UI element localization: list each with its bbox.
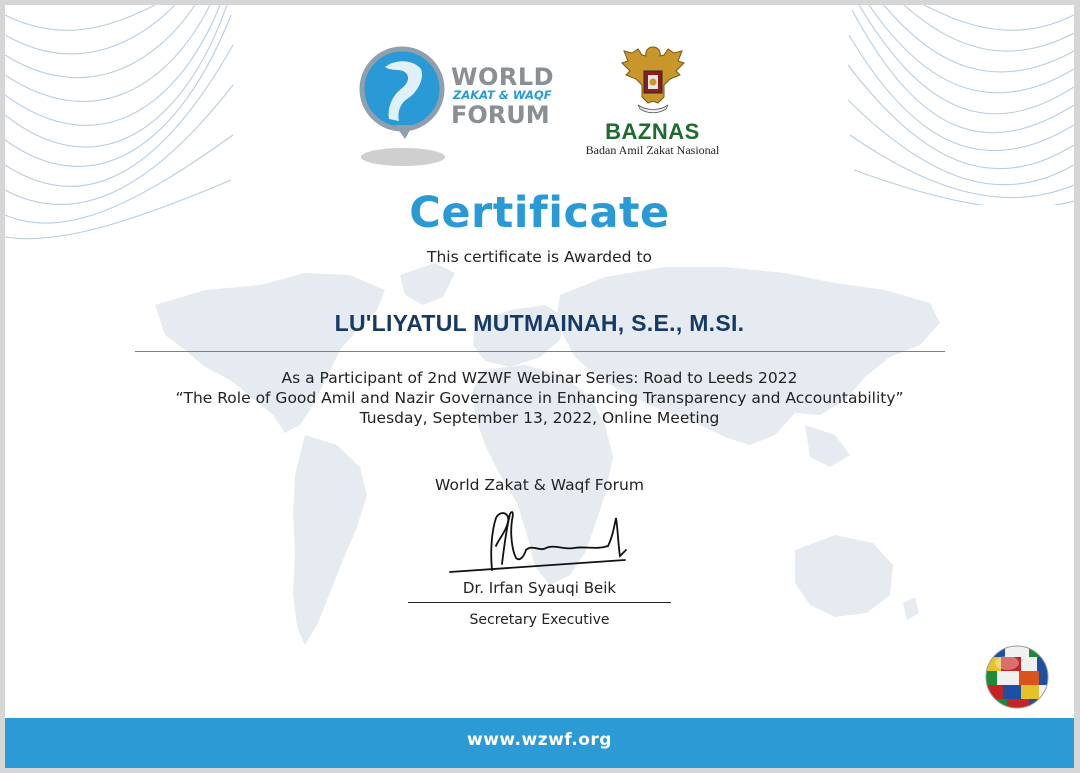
wave-lines-top-right [844,5,1074,205]
certificate-title: Certificate [409,188,670,238]
footer-bar [5,718,1074,768]
signature-icon [440,500,640,580]
signer-name: Dr. Irfan Syauqi Beik [462,579,617,597]
garuda-emblem-icon [618,41,688,115]
description-line: “The Role of Good Amil and Nazir Governance in Enhancing Transparency and Accountability” [175,389,904,407]
certificate [5,5,1074,768]
awarded-line: This certificate is Awarded to [427,248,652,266]
baznas-name: BAZNAS [605,119,700,144]
organization-name: World Zakat & Waqf Forum [435,476,644,494]
wzwf-logo-icon [355,45,451,170]
website-link[interactable]: www.wzwf.org [467,730,612,750]
recipient-underline [135,351,945,352]
baznas-subtitle: Badan Amil Zakat Nasional [585,143,720,157]
description-line: As a Participant of 2nd WZWF Webinar Series: Road to Leeds 2022 [281,369,798,387]
description-line: Tuesday, September 13, 2022, Online Meeting [359,409,720,427]
wzwf-line-zakat-waqf: ZAKAT & WAQF [453,88,552,102]
signature-line [408,602,671,603]
baznas-logo [570,41,735,161]
recipient-name: LU'LIYATUL MUTMAINAH, S.E., M.SI. [334,310,745,336]
signer-role: Secretary Executive [469,612,610,628]
wzwf-logo [355,45,555,170]
flag-globe-icon [983,643,1053,715]
wzwf-line-world: WORLD [451,63,555,91]
wzwf-line-forum: FORUM [451,100,550,129]
wzwf-wordmark [451,65,554,127]
